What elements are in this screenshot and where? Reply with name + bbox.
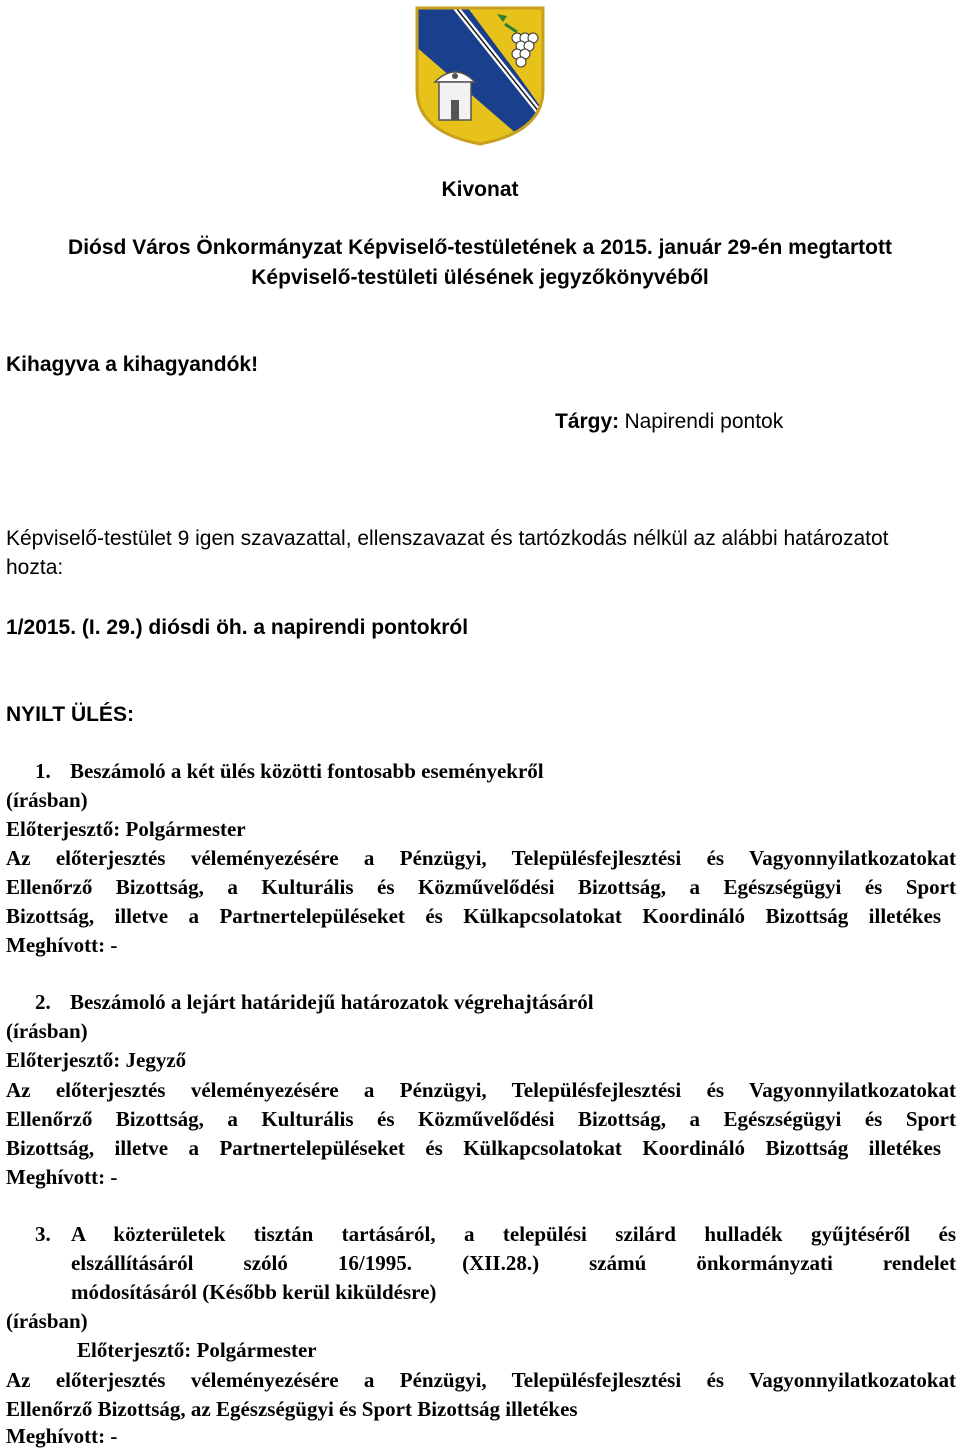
agenda-item-2-committees-line-1: Az előterjesztés véleményezésére a Pénzügyi, Településfejlesztési és Vagyonnyilatkozatokat	[6, 1078, 956, 1102]
resolution-title: 1/2015. (I. 29.) diósdi öh. a napirendi pontokról	[6, 616, 469, 639]
subject-line	[555, 407, 783, 436]
agenda-item-number: 2.	[35, 990, 51, 1014]
agenda-item-2-invited: Meghívott: -	[6, 1165, 118, 1189]
agenda-item-1-presenter: Előterjesztő: Polgármester	[6, 817, 246, 841]
subject-label: Tárgy:	[555, 410, 620, 433]
agenda-item-2-committees-line-3: Bizottság, illetve a Partnertelepüléseket és Külkapcsolatokat Koordináló Bizottság illetékes	[6, 1136, 941, 1160]
agenda-item-1-committees-line-1: Az előterjesztés véleményezésére a Pénzügyi, Településfejlesztési és Vagyonnyilatkozatokat	[6, 846, 956, 870]
agenda-item-1-invited: Meghívott: -	[6, 933, 118, 957]
document-title: Kivonat	[441, 178, 519, 201]
agenda-item-2-title	[6, 988, 594, 1017]
agenda-item-title: Beszámoló a lejárt határidejű határozatok végrehajtásáról	[70, 990, 594, 1014]
agenda-item-3-committees-line-1: Az előterjesztés véleményezésére a Pénzügyi, Településfejlesztési és Vagyonnyilatkozatokat	[6, 1368, 956, 1392]
agenda-item-3-invited: Meghívott: -	[6, 1424, 118, 1448]
session-heading: NYILT ÜLÉS:	[6, 703, 134, 726]
document-subtitle-line-2: Képviselő-testületi ülésének jegyzőkönyvéből	[251, 266, 709, 289]
agenda-item-3-mode: (írásban)	[6, 1309, 88, 1333]
agenda-item-2-presenter: Előterjesztő: Jegyző	[6, 1048, 187, 1072]
agenda-item-3-presenter: Előterjesztő: Polgármester	[77, 1338, 317, 1362]
agenda-item-3-committees-line-2: Ellenőrző Bizottság, az Egészségügyi és Sport Bizottság illetékes	[6, 1397, 578, 1421]
agenda-item-1-title	[6, 757, 544, 786]
agenda-item-1-committees-line-2: Ellenőrző Bizottság, a Kulturális és Közművelődési Bizottság, a Egészségügyi és Sport	[6, 875, 956, 899]
coat-of-arms-logo	[413, 4, 547, 148]
agenda-item-3-title-line-3: módosításáról (Később kerül kiküldésre)	[71, 1280, 437, 1304]
agenda-item-2-committees-line-2: Ellenőrző Bizottság, a Kulturális és Közművelődési Bizottság, a Egészségügyi és Sport	[6, 1107, 956, 1131]
agenda-item-1-committees-line-3: Bizottság, illetve a Partnertelepüléseket és Külkapcsolatokat Koordináló Bizottság illetékes	[6, 904, 941, 928]
agenda-item-3-number: 3.	[35, 1222, 51, 1246]
agenda-item-3-title-line-1: A közterületek tisztán tartásáról, a települési szilárd hulladék gyűjtéséről és	[71, 1222, 956, 1246]
decision-intro-line-1: Képviselő-testület 9 igen szavazattal, ellenszavazat és tartózkodás nélkül az alábbi határozatot	[6, 527, 889, 550]
subject-value: Napirendi pontok	[624, 410, 784, 433]
omitted-note: Kihagyva a kihagyandók!	[6, 353, 259, 376]
agenda-item-1-mode: (írásban)	[6, 788, 88, 812]
document-subtitle-line-1: Diósd Város Önkormányzat Képviselő-testületének a 2015. január 29-én megtartott	[68, 236, 892, 259]
agenda-item-2-mode: (írásban)	[6, 1019, 88, 1043]
agenda-item-number: 1.	[35, 759, 51, 783]
agenda-item-title: Beszámoló a két ülés közötti fontosabb eseményekről	[70, 759, 544, 783]
decision-intro-line-2: hozta:	[6, 556, 64, 579]
agenda-item-3-title-line-2: elszállításáról szóló 16/1995. (XII.28.) számú önkormányzati rendelet	[71, 1251, 956, 1275]
